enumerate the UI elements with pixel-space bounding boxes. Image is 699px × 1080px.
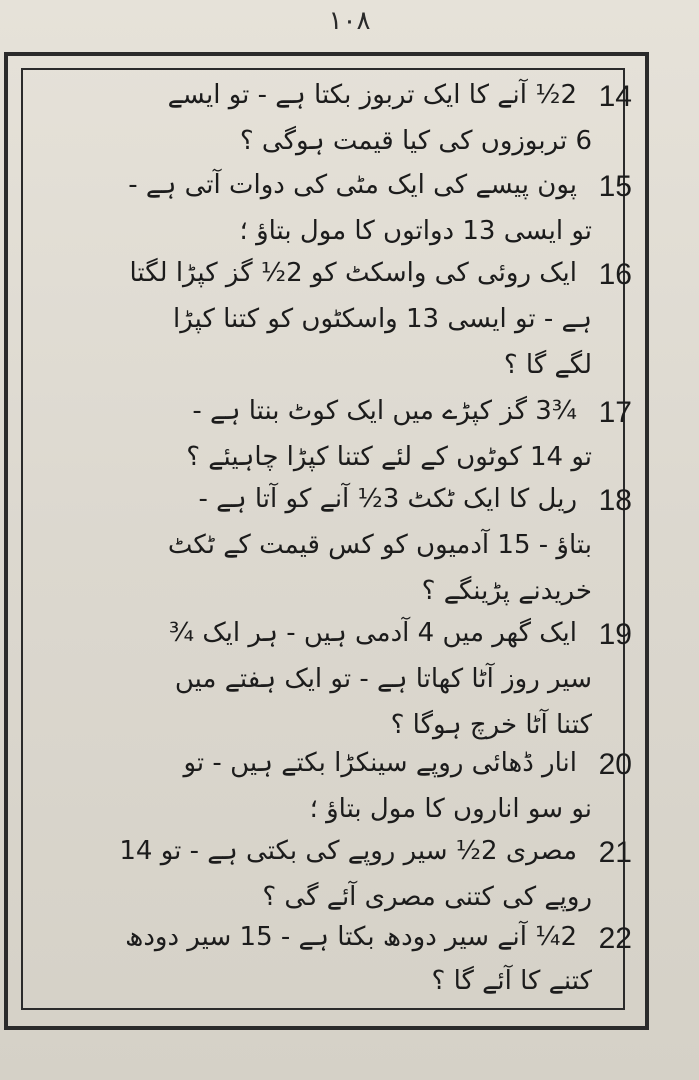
problem-line: کتنے کا آئے گا ؟ <box>431 966 592 996</box>
problem-line: پون پیسے کی ایک مٹی کی دوات آتی ہے - <box>128 170 577 200</box>
problem-number: 20 <box>598 748 632 781</box>
problem-line: ریل کا ایک ٹکٹ 3½ آنے کو آتا ہے - <box>198 484 577 514</box>
problem-line: بتاؤ - 15 آدمیوں کو کس قیمت کے ٹکٹ <box>167 530 592 560</box>
problem-line: ¾3 گز کپڑے میں ایک کوٹ بنتا ہے - <box>192 396 577 426</box>
problem-line: لگے گا ؟ <box>503 350 592 380</box>
problem-line: نو سو اناروں کا مول بتاؤ ؛ <box>309 794 592 824</box>
problem-number: 15 <box>598 170 632 203</box>
problem-number: 14 <box>598 80 632 113</box>
problem-number: 22 <box>598 922 632 955</box>
problem-line: تو 14 کوٹوں کے لئے کتنا کپڑا چاہیئے ؟ <box>186 442 592 472</box>
problem-line: 2¼ آنے سیر دودھ بکتا ہے - 15 سیر دودھ <box>125 922 577 952</box>
problem-line: روپے کی کتنی مصری آئے گی ؟ <box>262 882 592 912</box>
problem-line: 6 تربوزوں کی کیا قیمت ہوگی ؟ <box>239 126 592 156</box>
problem-line: 2½ آنے کا ایک تربوز بکتا ہے - تو ایسے <box>167 80 577 110</box>
problem-number: 16 <box>598 258 632 291</box>
problem-line: ہے - تو ایسی 13 واسکٹوں کو کتنا کپڑا <box>173 304 592 334</box>
problem-line: انار ڈھائی روپے سینکڑا بکتے ہیں - تو <box>183 748 577 778</box>
problem-line: ایک روئی کی واسکٹ کو 2½ گز کپڑا لگتا <box>129 258 577 288</box>
problem-number: 17 <box>598 396 632 429</box>
problem-number: 19 <box>598 618 632 651</box>
problem-line: مصری 2½ سیر روپے کی بکتی ہے - تو 14 <box>119 836 577 866</box>
problem-line: تو ایسی 13 دواتوں کا مول بتاؤ ؛ <box>239 216 592 246</box>
problem-number: 21 <box>598 836 632 869</box>
problem-line: کتنا آٹا خرچ ہوگا ؟ <box>390 710 592 740</box>
problem-line: خریدنے پڑینگے ؟ <box>421 576 592 606</box>
problem-line: سیر روز آٹا کھاتا ہے - تو ایک ہفتے میں <box>174 664 592 694</box>
problem-number: 18 <box>598 484 632 517</box>
problem-line: ایک گھر میں 4 آدمی ہیں - ہر ایک ¾ <box>168 618 577 648</box>
page-number: ۱۰۸ <box>328 6 371 36</box>
